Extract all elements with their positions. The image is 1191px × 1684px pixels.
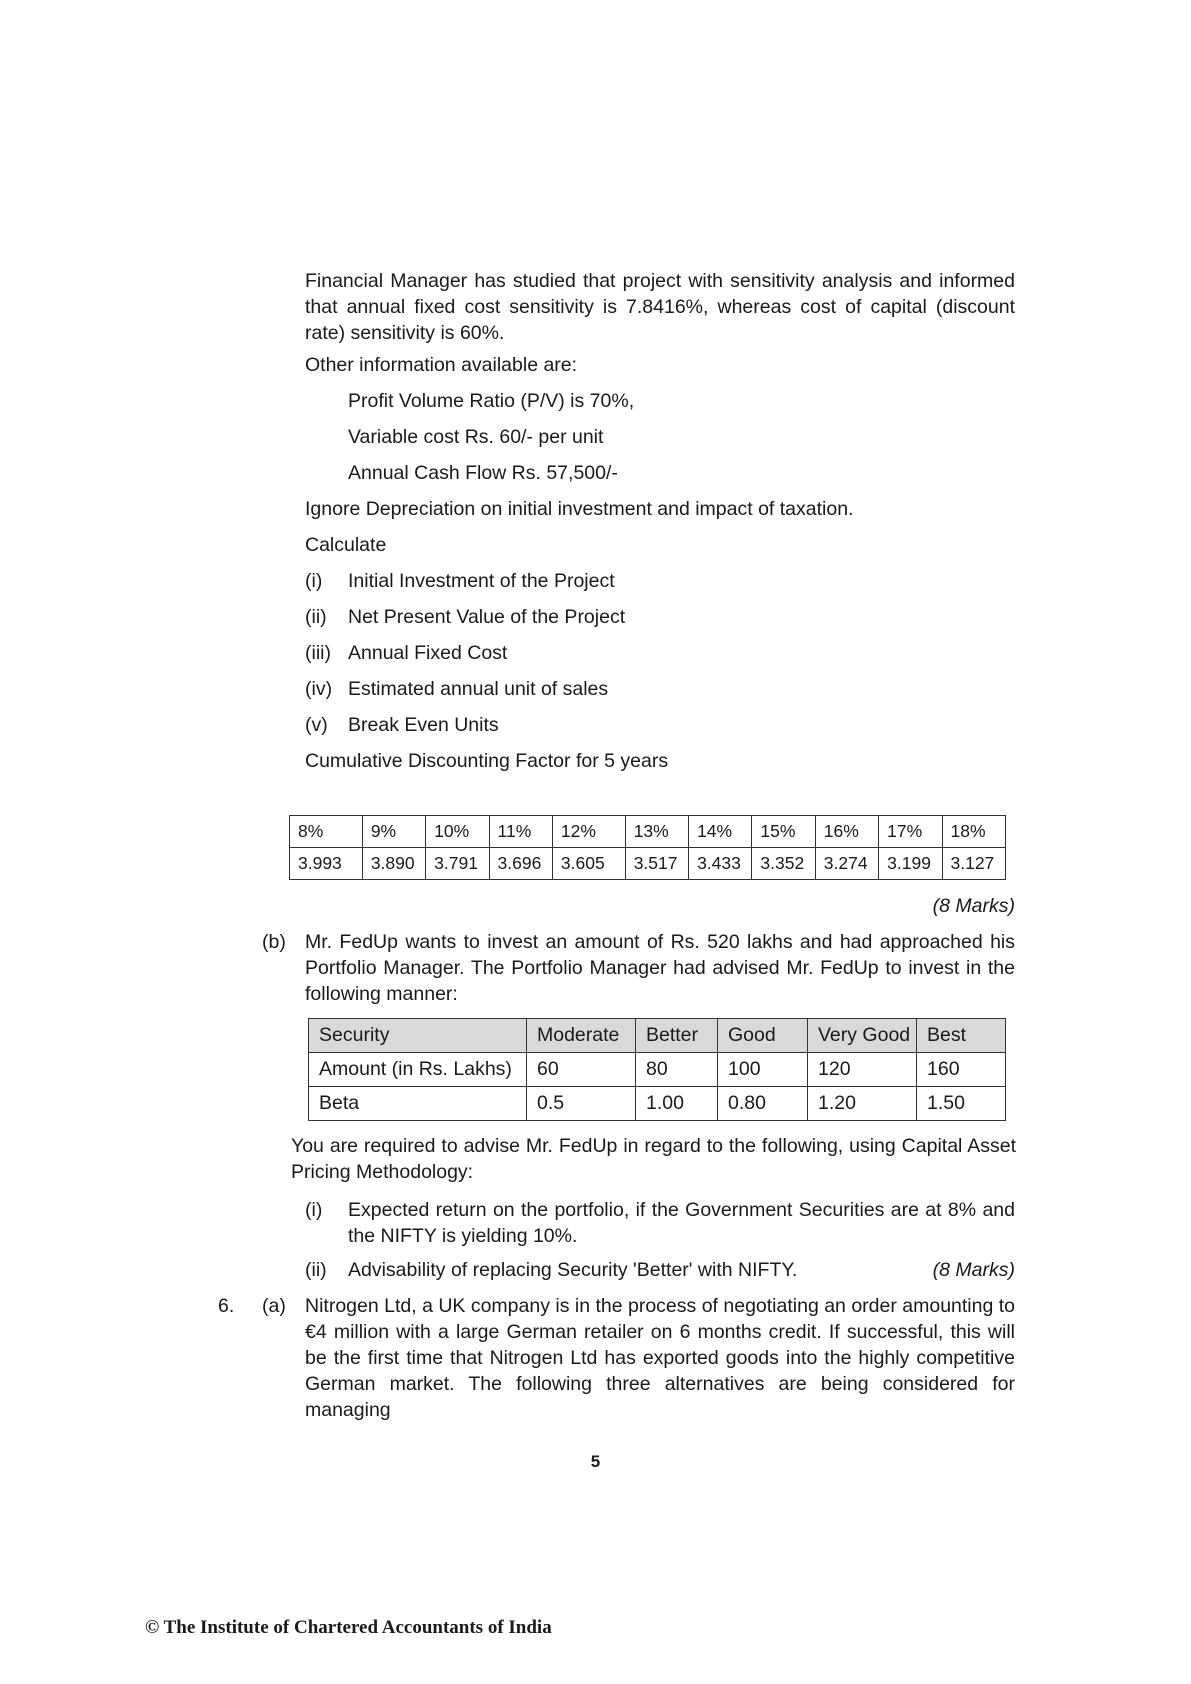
part-b-paragraph: Mr. FedUp wants to invest an amount of Rs. 520 lakhs and had approached his Portfolio Manager. The Portfolio Manager had advised Mr. FedUp to invest in the following manner: (305, 931, 1015, 1005)
calc-item-number: (ii) (305, 606, 327, 628)
table-row (309, 1087, 1006, 1121)
calc-item-text: Break Even Units (348, 714, 499, 736)
info-item: Variable cost Rs. 60/- per unit (348, 426, 604, 448)
question-number: 6. (218, 1295, 235, 1317)
advise-item-number: (i) (305, 1199, 323, 1221)
calculate-heading: Calculate (305, 534, 387, 556)
cdf-rate-cell: 10% (426, 816, 489, 848)
q6-part-label: (a) (262, 1295, 286, 1317)
advise-paragraph: You are required to advise Mr. FedUp in regard to the following, using Capital Asset Pricing Methodology: (291, 1135, 1016, 1183)
table-cell: 60 (527, 1053, 636, 1087)
cdf-table (289, 815, 1006, 880)
calc-item-text: Net Present Value of the Project (348, 606, 626, 628)
ignore-note: Ignore Depreciation on initial investment and impact of taxation. (305, 498, 854, 520)
other-info-heading: Other information available are: (305, 354, 578, 376)
portfolio-header-cell: Better (636, 1019, 718, 1053)
calc-item-number: (iv) (305, 678, 333, 700)
cdf-value-cell: 3.791 (426, 848, 489, 880)
cdf-rate-cell: 13% (625, 816, 688, 848)
table-cell: 1.50 (917, 1087, 1006, 1121)
cdf-rate-cell: 15% (752, 816, 815, 848)
cdf-rate-cell: 18% (942, 816, 1006, 848)
cdf-value-cell: 3.127 (942, 848, 1006, 880)
advise-item-text: Expected return on the portfolio, if the Government Securities are at 8% and the NIFTY is yielding 10%. (348, 1199, 1015, 1247)
cdf-value-cell: 3.352 (752, 848, 815, 880)
cdf-rate-cell: 12% (552, 816, 625, 848)
table-cell: 160 (917, 1053, 1006, 1087)
cdf-rate-cell: 9% (362, 816, 425, 848)
part-b-label: (b) (262, 931, 286, 953)
cdf-value-cell: 3.605 (552, 848, 625, 880)
cdf-rate-cell: 16% (815, 816, 878, 848)
info-item: Profit Volume Ratio (P/V) is 70%, (348, 390, 635, 412)
calc-item-text: Annual Fixed Cost (348, 642, 508, 664)
table-cell: 100 (718, 1053, 808, 1087)
advise-item-text: Advisability of replacing Security 'Better' with NIFTY. (348, 1259, 798, 1281)
table-cell: 80 (636, 1053, 718, 1087)
table-cell: 120 (808, 1053, 917, 1087)
cdf-value-cell: 3.274 (815, 848, 878, 880)
portfolio-header-cell: Good (718, 1019, 808, 1053)
cdf-value-cell: 3.890 (362, 848, 425, 880)
table-cell: Beta (309, 1087, 527, 1121)
cdf-rate-cell: 11% (489, 816, 552, 848)
calc-item-number: (iii) (305, 642, 331, 664)
calc-item-number: (i) (305, 570, 323, 592)
cdf-value-cell: 3.517 (625, 848, 688, 880)
calc-item-number: (v) (305, 714, 328, 736)
table-cell: 1.20 (808, 1087, 917, 1121)
table-cell: 0.80 (718, 1087, 808, 1121)
intro-paragraph: Financial Manager has studied that project with sensitivity analysis and informed that annual fixed cost sensitivity is 7.8416%, whereas cost of capital (discount rate) sensitivity is 60%. (305, 270, 1015, 344)
marks-label: (8 Marks) (932, 1259, 1015, 1281)
cdf-value-cell: 3.993 (290, 848, 363, 880)
cdf-rate-cell: 14% (689, 816, 752, 848)
q6-paragraph: Nitrogen Ltd, a UK company is in the process of negotiating an order amounting to €4 million with a large German retailer on 6 months credit. If successful, this will be the first time that Nitrogen Ltd has exported goods into the highly competitive German market. The following three alternatives are being considered for managing (305, 1295, 1015, 1421)
cdf-value-cell: 3.199 (879, 848, 942, 880)
cdf-rate-cell: 8% (290, 816, 363, 848)
cdf-value-cell: 3.433 (689, 848, 752, 880)
marks-label: (8 Marks) (932, 895, 1015, 917)
info-item: Annual Cash Flow Rs. 57,500/- (348, 462, 618, 484)
portfolio-header-cell: Best (917, 1019, 1006, 1053)
page-number: 5 (590, 1452, 601, 1471)
portfolio-header-cell: Very Good (808, 1019, 917, 1053)
cdf-rate-row (290, 816, 1006, 848)
cdf-rate-cell: 17% (879, 816, 942, 848)
calc-item-text: Initial Investment of the Project (348, 570, 615, 592)
advise-item-number: (ii) (305, 1259, 327, 1281)
calc-item-text: Estimated annual unit of sales (348, 678, 609, 700)
portfolio-header-cell: Moderate (527, 1019, 636, 1053)
portfolio-header-row (309, 1019, 1006, 1053)
table-cell: Amount (in Rs. Lakhs) (309, 1053, 527, 1087)
cdf-value-cell: 3.696 (489, 848, 552, 880)
portfolio-header-cell: Security (309, 1019, 527, 1053)
table-cell: 0.5 (527, 1087, 636, 1121)
table-row (309, 1053, 1006, 1087)
footer-copyright: © The Institute of Chartered Accountants of India (145, 1617, 552, 1638)
portfolio-table (308, 1018, 1006, 1121)
cdf-value-row (290, 848, 1006, 880)
cdf-heading: Cumulative Discounting Factor for 5 years (305, 750, 669, 772)
table-cell: 1.00 (636, 1087, 718, 1121)
